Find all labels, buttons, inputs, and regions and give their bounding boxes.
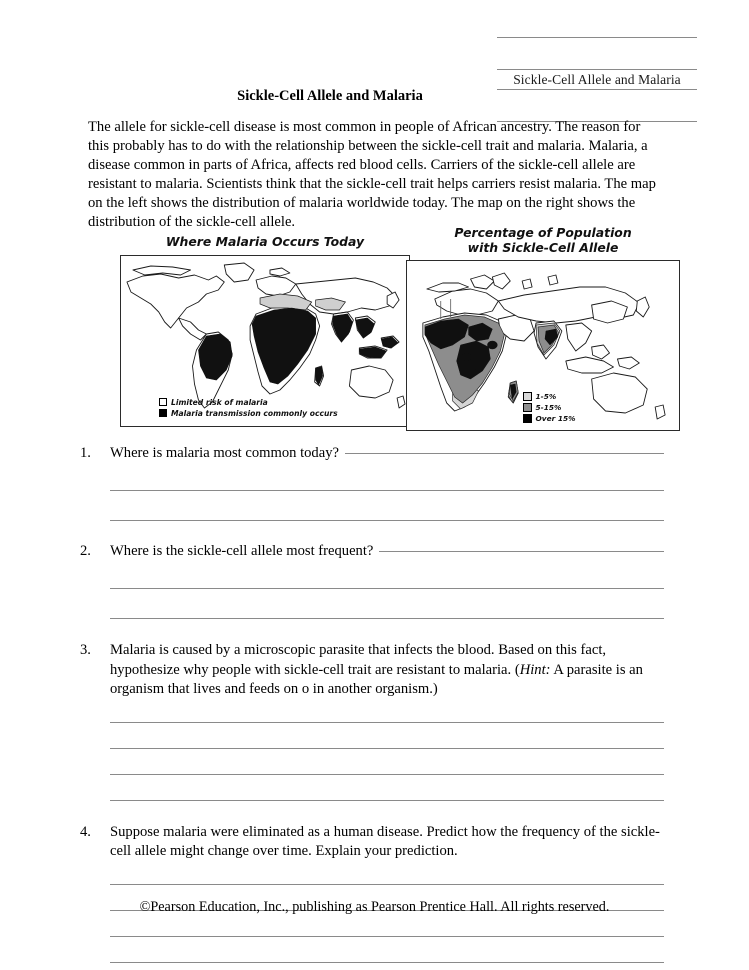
legend-label: Over 15%: [535, 414, 576, 423]
hint-label: Hint:: [519, 661, 551, 678]
page-title: Sickle-Cell Allele and Malaria: [237, 88, 423, 104]
question-number: 4.: [80, 824, 91, 841]
question-3: [80, 641, 664, 801]
answer-line[interactable]: [110, 721, 664, 723]
malaria-map-legend: [159, 397, 338, 419]
question-text-part-2: A parasite is an organism that lives and feeds on o in another organism.): [110, 661, 643, 697]
answer-line[interactable]: [110, 747, 664, 749]
questions-list: [80, 444, 664, 963]
sickle-cell-map-frame: [406, 260, 680, 431]
answer-line[interactable]: [110, 961, 664, 963]
question-number: 2.: [80, 543, 91, 560]
header-blank-rule-2[interactable]: [497, 50, 697, 70]
header-blank-rule-1[interactable]: [497, 18, 697, 38]
sickle-cell-map-caption: [406, 226, 680, 255]
question-number: 1.: [80, 445, 91, 461]
sickle-cell-caption-line-2: with Sickle-Cell Allele: [467, 239, 619, 255]
answer-line[interactable]: [110, 883, 664, 885]
malaria-map-caption: Where Malaria Occurs Today: [165, 234, 365, 249]
figure-sickle-cell-map: [406, 226, 680, 431]
question-text: Where is malaria most common today?: [110, 445, 339, 461]
answer-line[interactable]: [110, 773, 664, 775]
question-text: Where is the sickle-cell allele most frequent?: [110, 543, 374, 560]
answer-line[interactable]: [110, 587, 664, 589]
legend-swatch-over-15-percent: [523, 414, 532, 423]
question-2: [80, 542, 664, 619]
answer-field-inline[interactable]: [345, 452, 664, 454]
legend-swatch-common-transmission: [159, 409, 167, 417]
header-title-rule: Sickle-Cell Allele and Malaria: [497, 70, 697, 90]
question-4: [80, 823, 664, 963]
answer-line[interactable]: [110, 489, 664, 491]
figures-container: [120, 226, 680, 438]
malaria-map-frame: [120, 255, 410, 427]
copyright-footer: ©Pearson Education, Inc., publishing as Pearson Prentice Hall. All rights reserved.: [139, 899, 610, 915]
question-number: 3.: [80, 642, 91, 659]
answer-line[interactable]: [110, 799, 664, 801]
sickle-cell-caption-line-1: Percentage of Population: [454, 225, 632, 240]
header-name-date-block: [497, 18, 697, 122]
legend-label: 1-5%: [535, 392, 557, 401]
legend-item: [523, 402, 576, 413]
legend-label: Malaria transmission commonly occurs: [171, 408, 338, 418]
question-text-part-1: Malaria is caused by a microscopic parasite that infects the blood. Based on this fact, hypothesize why people with sickle-cell trait are resistant to malaria. (: [110, 642, 607, 678]
legend-label: Limited risk of malaria: [171, 397, 268, 407]
answer-line[interactable]: [110, 617, 664, 619]
intro-paragraph: The allele for sickle-cell disease is most common in people of African ancestry. The reason for this probably has to do with the relationship between the sickle-cell trait and malaria. Malaria, a disease common in parts of Africa, affects red blood cells. Carriers of the sickle-cell allele are resistant to malaria. Scientists think that the sickle-cell trait helps carriers resist malaria. The map on the left shows the distribution of malaria worldwide today. The map on the right shows the distribution of the sickle-cell allele.: [88, 119, 656, 231]
figure-malaria-map: [120, 226, 410, 427]
answer-field-inline[interactable]: [379, 550, 664, 552]
answer-line[interactable]: [110, 935, 664, 937]
legend-item: [523, 413, 576, 424]
question-text: [110, 641, 664, 699]
legend-item: [159, 408, 338, 419]
legend-swatch-5-15-percent: [523, 403, 532, 412]
legend-item: [523, 391, 576, 402]
question-text: Suppose malaria were eliminated as a human disease. Predict how the frequency of the sickle-cell allele might change over time. Explain your prediction.: [110, 824, 660, 860]
sickle-cell-map-legend: [523, 391, 576, 424]
answer-line[interactable]: [110, 519, 664, 521]
legend-label: 5-15%: [535, 403, 562, 412]
question-1: [80, 444, 664, 521]
legend-item: [159, 397, 338, 408]
legend-swatch-limited-risk: [159, 398, 167, 406]
legend-swatch-1-5-percent: [523, 392, 532, 401]
